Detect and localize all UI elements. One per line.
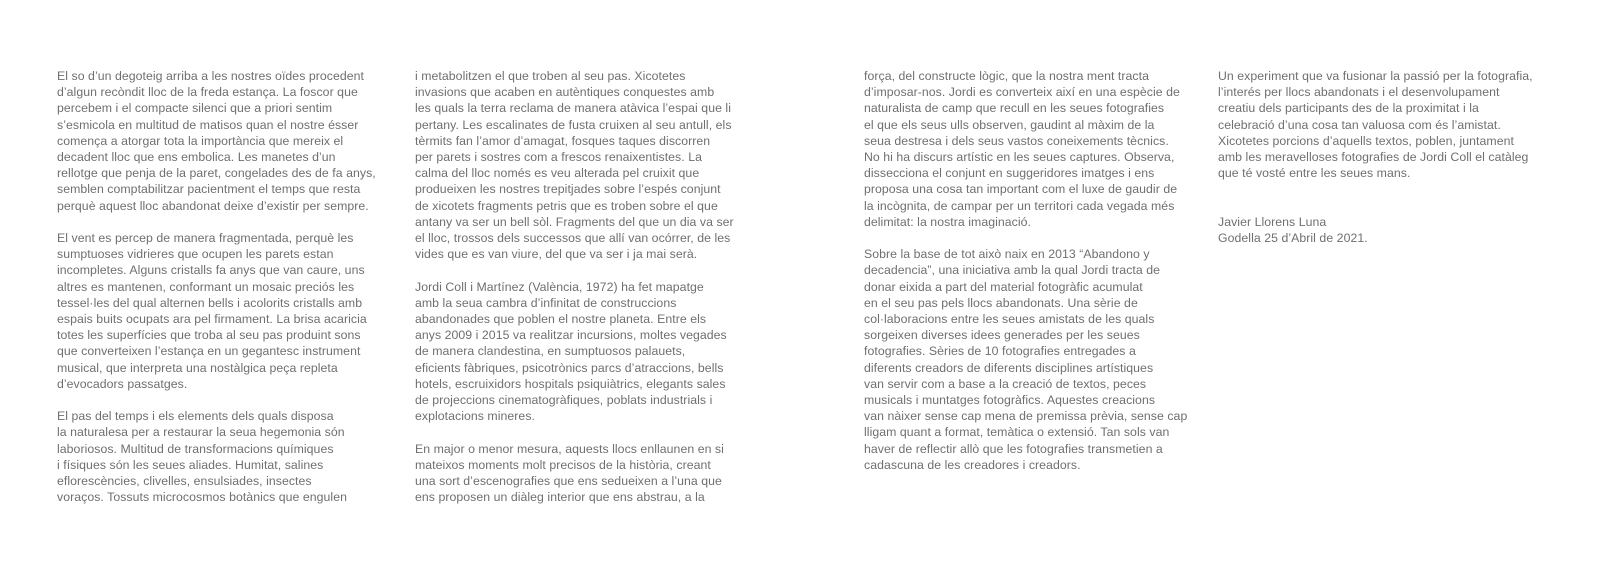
- text-line: delimitat: la nostra imaginació.: [864, 214, 1032, 229]
- text-line: l’interés per llocs abandonats i el desenvolupament: [1218, 85, 1500, 100]
- text-line: El vent es percep de manera fragmentada, perquè les: [57, 231, 354, 246]
- text-line: vides que es van viure, del que va ser i ja mai serà.: [415, 247, 698, 262]
- text-line: cadascuna de les creadores i creadors.: [864, 457, 1081, 472]
- text-line: incompletes. Alguns cristalls fa anys que van caure, uns: [57, 263, 365, 278]
- text-line: tèrmits fan l’amor d’amagat, fosques taques discorren: [415, 133, 711, 148]
- paragraph: [57, 408, 397, 505]
- text-line: celebració d’una cosa tan valuosa com és l’amistat.: [1218, 117, 1501, 132]
- text-line: col·laboracions entre les seues amistats de les quals: [864, 312, 1155, 327]
- text-line: d’imposar-nos. Jordi es converteix així en una espècie de: [864, 85, 1180, 100]
- text-line: en el seu pas pels llocs abandonats. Una sèrie de: [864, 295, 1138, 310]
- paragraph: [415, 68, 755, 262]
- text-line: antany va ser un bell sòl. Fragments del que un dia va ser: [415, 214, 734, 229]
- text-line: diferents creadors de diferents disciplines artístiques: [864, 360, 1154, 375]
- text-line: creatiu dels participants des de la proximitat i la: [1218, 101, 1479, 116]
- text-line: En major o menor mesura, aquests llocs enllaunen en si: [415, 441, 724, 456]
- text-line: mateixos moments molt precisos de la història, creant: [415, 457, 711, 472]
- text-line: i metabolitzen el que troben al seu pas. Xicotetes: [415, 69, 686, 83]
- text-line: naturalista de camp que recull en les seues fotografies: [864, 101, 1165, 116]
- text-line: comença a atorgar tota la importància que mereix el: [57, 133, 344, 148]
- text-line: d’algun recòndit lloc de la freda estança. La foscor que: [57, 85, 358, 100]
- signature-block: [1218, 214, 1578, 246]
- text-line: s’esmicola en multitud de matisos quan el nostre ésser: [57, 117, 359, 132]
- text-line: sumptuoses vidrieres que ocupen les parets estan: [57, 247, 334, 262]
- text-line: anys 2009 i 2015 va realitzar incursions, moltes vegades: [415, 328, 727, 343]
- text-line: musical, que interpreta una nostàlgica peça repleta: [57, 360, 338, 375]
- text-line: força, del constructe lògic, que la nostra ment tracta: [864, 69, 1149, 83]
- text-line: Sobre la base de tot això naix en 2013 “Abandono y: [864, 247, 1150, 262]
- text-line: que té vosté entre les seues mans.: [1218, 166, 1411, 181]
- text-line: perquè aquest lloc abandonat deixe d’existir per sempre.: [57, 198, 369, 213]
- paragraph: [864, 68, 1204, 230]
- paragraph: [57, 68, 397, 214]
- paragraph: [415, 441, 755, 506]
- text-line: seua destresa i dels seus vastos coneixements tècnics.: [864, 133, 1169, 148]
- text-column-1: [57, 68, 397, 522]
- paragraph: [415, 279, 755, 425]
- text-line: proposa una cosa tan important com el luxe de gaudir de: [864, 182, 1178, 197]
- text-line: la naturalesa per a restaurar la seua hegemonia són: [57, 425, 345, 440]
- text-line: semblen comptabilitzar pacientment el temps que resta: [57, 182, 361, 197]
- text-line: Un experiment que va fusionar la passió per la fotografia,: [1218, 69, 1533, 83]
- text-line: eficients fàbriques, psicotrònics parcs d’atraccions, bells: [415, 360, 724, 375]
- text-line: per parets i sostres com a frescos renaixentistes. La: [415, 150, 702, 165]
- text-line: d’evocadors passatges.: [57, 376, 188, 391]
- text-line: hotels, escruixidors hospitals psiquiàtrics, elegants sales: [415, 376, 726, 391]
- text-line: amb les meravelloses fotografies de Jordi Coll el catàleg: [1218, 150, 1529, 165]
- text-line: altres es mantenen, conformant un mosaic preciós les: [57, 279, 355, 294]
- text-line: que converteixen l’estança en un gegantesc instrument: [57, 344, 361, 359]
- text-column-4: [1218, 68, 1578, 262]
- text-line: decadent lloc que ens embolica. Les manetes d’un: [57, 150, 336, 165]
- text-line: una sort d’escenografies que ens sedueixen a l’una que: [415, 474, 722, 489]
- text-line: i físiques són les seues aliades. Humitat, salines: [57, 457, 324, 472]
- text-line: voraços. Tossuts microcosmos botànics que engulen: [57, 490, 347, 505]
- text-line: produeixen les nostres trepitjades sobre l’espés conjunt: [415, 182, 721, 197]
- text-line: el que els seus ulls observen, gaudint al màxim de la: [864, 117, 1155, 132]
- text-line: fotografies. Sèries de 10 fotografies entregades a: [864, 344, 1136, 359]
- text-line: abandonades que poblen el nostre planeta. Entre els: [415, 312, 707, 327]
- text-line: amb la seua cambra d’infinitat de construccions: [415, 295, 677, 310]
- signature-place-date: Godella 25 d’Abril de 2021.: [1218, 231, 1368, 245]
- text-line: Xicotetes porcions d’aquells textos, poblen, juntament: [1218, 133, 1514, 148]
- text-line: ens proposen un diàleg interior que ens abstrau, a la: [415, 490, 705, 505]
- text-line: tessel·les del qual alternen bells i acolorits cristalls amb: [57, 295, 363, 310]
- text-line: sorgeixen diverses idees generades per les seues: [864, 328, 1140, 343]
- text-line: El pas del temps i els elements dels quals disposa: [57, 409, 334, 424]
- text-line: haver de reflectir allò que les fotografies transmetien a: [864, 441, 1163, 456]
- text-line: decadencia”, una iniciativa amb la qual Jordi tracta de: [864, 263, 1160, 278]
- text-line: de projeccions cinematogràfiques, poblats industrials i: [415, 393, 713, 408]
- text-line: Jordi Coll i Martínez (València, 1972) ha fet mapatge: [415, 279, 704, 294]
- text-line: explotacions mineres.: [415, 409, 535, 424]
- text-line: van nàixer sense cap mena de premissa prèvia, sense cap: [864, 409, 1188, 424]
- text-line: les quals la terra reclama de manera atàvica l’espai que li: [415, 101, 731, 116]
- text-line: van servir com a base a la creació de textos, peces: [864, 376, 1147, 391]
- text-line: pertany. Les escalinates de fusta cruixen al seu antull, els: [415, 117, 732, 132]
- text-line: invasions que acaben en autèntiques conquestes amb: [415, 85, 715, 100]
- text-line: rellotge que penja de la paret, congelades des de fa anys,: [57, 166, 376, 181]
- text-line: percebem i el compacte silenci que a priori sentim: [57, 101, 333, 116]
- paragraph: [57, 230, 397, 392]
- spacer: [1218, 198, 1578, 214]
- text-line: No hi ha discurs artístic en les seues captures. Observa,: [864, 150, 1175, 165]
- text-line: lligam quant a format, temàtica o extensió. Tan sols van: [864, 425, 1170, 440]
- text-line: El so d’un degoteig arriba a les nostres oïdes procedent: [57, 69, 364, 83]
- paragraph: [1218, 68, 1578, 181]
- text-line: donar eixida a part del material fotogràfic acumulat: [864, 279, 1143, 294]
- text-line: totes les superfícies que troba al seu pas produint sons: [57, 328, 361, 343]
- text-line: calma del lloc només es veu alterada pel cruixit que: [415, 166, 700, 181]
- text-line: espais buits ocupats ara pel firmament. La brisa acaricia: [57, 312, 367, 327]
- text-line: de xicotets fragments petris que es troben sobre el que: [415, 198, 718, 213]
- text-line: la incògnita, de campar per un territori cada vegada més: [864, 198, 1175, 213]
- text-line: musicals i muntatges fotogràfics. Aquestes creacions: [864, 393, 1156, 408]
- text-line: el lloc, trossos dels successos que allí van ocórrer, de les: [415, 231, 731, 246]
- text-column-3: [864, 68, 1204, 489]
- text-line: dissecciona el conjunt en suggeridores imatges i ens: [864, 166, 1155, 181]
- paragraph: [864, 246, 1204, 473]
- text-line: eflorescències, clivelles, ensulsiades, insectes: [57, 474, 312, 489]
- text-line: laboriosos. Multitud de transformacions químiques: [57, 441, 334, 456]
- text-column-2: [415, 68, 755, 522]
- signature-author: Javier Llorens Luna: [1218, 214, 1327, 229]
- text-line: de manera clandestina, en sumptuosos palauets,: [415, 344, 686, 359]
